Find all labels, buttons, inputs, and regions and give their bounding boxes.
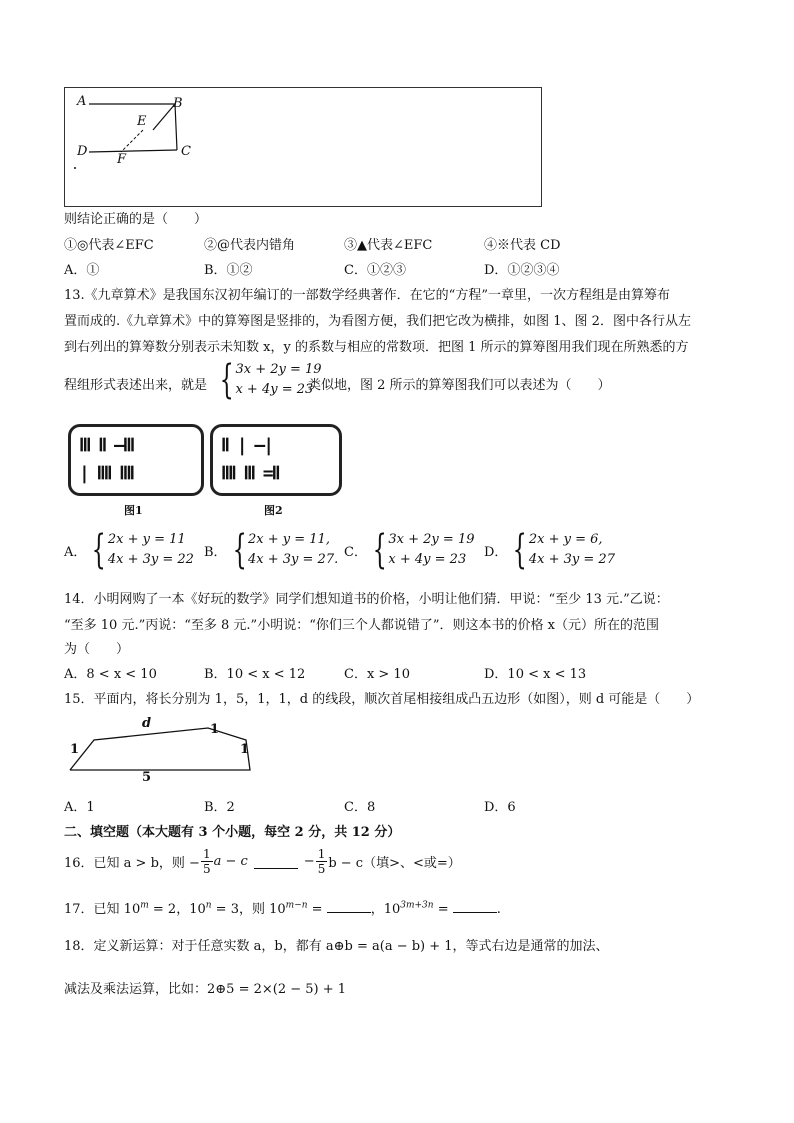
q17-s2: n bbox=[205, 900, 212, 911]
q17-t4: = bbox=[307, 902, 323, 917]
q15-choice-b[interactable]: B．2 bbox=[204, 800, 235, 815]
q18-line-1: 18．定义新运算：对于任意实数 a，b，都有 a⊕b = a(a − b) + 1，等式右边是通常的加法、 bbox=[64, 939, 609, 954]
label-1-top-right: 1 bbox=[210, 722, 220, 737]
label-F: F bbox=[117, 152, 127, 167]
q17-t6: = bbox=[433, 902, 449, 917]
q12-prompt: 则结论正确的是（ ） bbox=[64, 212, 208, 227]
q12-item-4: ④※代表 CD bbox=[484, 238, 561, 253]
den: 5 bbox=[202, 862, 211, 876]
label-1-right: 1 bbox=[240, 742, 250, 757]
q13-system-eq1: 3x + 2y = 19 bbox=[235, 362, 322, 377]
q13-line-4-post: 类似地，图 2 所示的算筹图我们可以表述为（ ） bbox=[308, 378, 611, 393]
q15-choice-c[interactable]: C．8 bbox=[344, 800, 376, 815]
q12-choice-b[interactable]: B．①② bbox=[204, 263, 253, 278]
q15-pentagon-figure bbox=[66, 714, 266, 776]
q15-choice-d[interactable]: D．6 bbox=[484, 800, 516, 815]
label-d: d bbox=[142, 716, 152, 731]
num: 1 bbox=[317, 847, 326, 861]
label-E: E bbox=[137, 114, 147, 129]
q12-choice-c[interactable]: C．①②③ bbox=[344, 263, 406, 278]
label-D: D bbox=[77, 144, 88, 159]
q12-item-2: ②@代表内错角 bbox=[204, 238, 296, 253]
q17 bbox=[64, 898, 501, 917]
q16-minus: − bbox=[303, 854, 315, 869]
q16-pre: 16．已知 a > b，则 − bbox=[64, 856, 200, 871]
q12-geometry-figure bbox=[65, 88, 541, 206]
q12-item-3: ③▲代表∠EFC bbox=[344, 238, 433, 253]
q12-figure-box bbox=[64, 87, 542, 207]
q13-system bbox=[214, 357, 322, 403]
den: 5 bbox=[317, 862, 326, 876]
q16-mid: a − c bbox=[213, 854, 248, 869]
q14-choice-d[interactable]: D．10 < x < 13 bbox=[484, 667, 587, 682]
q16-blank[interactable] bbox=[254, 855, 298, 869]
q14-choice-b[interactable]: B．10 < x < 12 bbox=[204, 667, 306, 682]
q14-line-1: 14．小明网购了一本《好玩的数学》同学们想知道书的价格，小明让他们猜．甲说：“至少 13 元.”乙说： bbox=[64, 592, 669, 607]
label-A: A bbox=[77, 94, 87, 109]
brace: { bbox=[92, 527, 107, 573]
label-5: 5 bbox=[142, 770, 152, 785]
q16 bbox=[64, 847, 461, 876]
q13-line-2: 置而成的.《九章算术》中的算筹图是竖排的，为看图方便，我们把它改为横排，如图 1、图 2．图中各行从左 bbox=[64, 314, 691, 329]
q13-choice-b[interactable] bbox=[204, 527, 339, 573]
choice-label: B． bbox=[204, 544, 227, 560]
choice-label: D． bbox=[484, 544, 508, 560]
q16-post: b − c（填>、<或=） bbox=[328, 856, 461, 871]
q17-t7: . bbox=[496, 902, 501, 917]
q14-choice-a[interactable]: A．8 < x < 10 bbox=[64, 667, 157, 682]
eq1: 2x + y = 6, bbox=[528, 532, 603, 547]
q17-t3: = 3，则 10 bbox=[211, 902, 286, 917]
q13-line-1: 13.《九章算术》是我国东汉初年编订的一部数学经典著作．在它的“方程”一章里，一次方程组是由算筹布 bbox=[64, 288, 670, 303]
q17-t5: ，10 bbox=[370, 902, 401, 917]
q15-choice-a[interactable]: A．1 bbox=[64, 800, 95, 815]
q14-line-2: “至多 10 元.”丙说：“至多 8 元.”小明说：“你们三个人都说错了”．则这本书的价格 x（元）所在的范围 bbox=[64, 618, 659, 633]
eq1: 2x + y = 11 bbox=[107, 532, 186, 547]
q17-t2: = 2，10 bbox=[148, 902, 206, 917]
brace: { bbox=[232, 527, 247, 573]
q17-blank-2[interactable] bbox=[453, 899, 497, 913]
q13-line-3: 到右列出的算筹数分别表示未知数 x，y 的系数与相应的常数项．把图 1 所示的算筹图用我们现在所熟悉的方 bbox=[64, 340, 689, 355]
brace: { bbox=[513, 527, 528, 573]
label-1-left: 1 bbox=[70, 742, 80, 757]
q17-t1: 17．已知 10 bbox=[64, 902, 141, 917]
q17-s4: 3m+3n bbox=[400, 900, 434, 911]
q13-fig1 bbox=[68, 424, 204, 496]
q15-line-1: 15．平面内，将长分别为 1，5，1，1，d 的线段，顺次首尾相接组成凸五边形（如图），则 d 可能是（ ） bbox=[64, 692, 700, 707]
fig1-caption: 图1 bbox=[124, 504, 143, 517]
fig1-row-2: | ⅢⅠ ⅢⅠ bbox=[79, 463, 133, 484]
q18-line-2: 减法及乘法运算，比如：2⊕5 = 2×(2 − 5) + 1 bbox=[64, 982, 347, 997]
q17-blank-1[interactable] bbox=[327, 899, 371, 913]
fraction bbox=[201, 847, 213, 876]
eq1: 2x + y = 11, bbox=[248, 532, 330, 547]
section-2-heading: 二、填空题（本大题有 3 个小题，每空 2 分，共 12 分） bbox=[64, 825, 401, 840]
num: 1 bbox=[202, 847, 211, 861]
eq2: 4x + 3y = 22 bbox=[107, 552, 194, 567]
brace: { bbox=[372, 527, 387, 573]
eq2: 4x + 3y = 27. bbox=[248, 552, 339, 567]
eq2: 4x + 3y = 27 bbox=[528, 552, 615, 567]
fig2-caption: 图2 bbox=[264, 504, 283, 517]
q13-choice-c[interactable] bbox=[344, 527, 475, 573]
q14-line-3: 为（ ） bbox=[64, 642, 130, 657]
fig1-row-1: Ⅲ Ⅱ —Ⅲ bbox=[79, 435, 134, 456]
choice-label: A． bbox=[64, 544, 87, 560]
q12-item-1: ①◎代表∠EFC bbox=[64, 238, 154, 253]
q14-choice-c[interactable]: C．x > 10 bbox=[344, 667, 410, 682]
eq1: 3x + 2y = 19 bbox=[388, 532, 475, 547]
label-C: C bbox=[181, 144, 191, 159]
fraction bbox=[316, 847, 328, 876]
q17-s3: m−n bbox=[285, 900, 308, 911]
fig2-row-2: ⅢⅠ Ⅲ =Ⅱ bbox=[221, 463, 279, 484]
q12-choice-d[interactable]: D．①②③④ bbox=[484, 263, 560, 278]
brace: { bbox=[219, 357, 234, 403]
label-B: B bbox=[173, 96, 183, 111]
q13-system-eq2: x + 4y = 23 bbox=[235, 382, 314, 397]
q13-choice-a[interactable] bbox=[64, 527, 194, 573]
q17-s1: m bbox=[140, 900, 149, 911]
q12-choice-a[interactable]: A．① bbox=[64, 263, 100, 278]
fig2-row-1: Ⅱ | —| bbox=[221, 435, 273, 456]
eq2: x + 4y = 23 bbox=[388, 552, 467, 567]
q13-line-4-pre: 程组形式表述出来，就是 bbox=[64, 378, 208, 393]
q13-fig2 bbox=[210, 424, 342, 496]
choice-label: C． bbox=[344, 544, 367, 560]
q13-choice-d[interactable] bbox=[484, 527, 615, 573]
